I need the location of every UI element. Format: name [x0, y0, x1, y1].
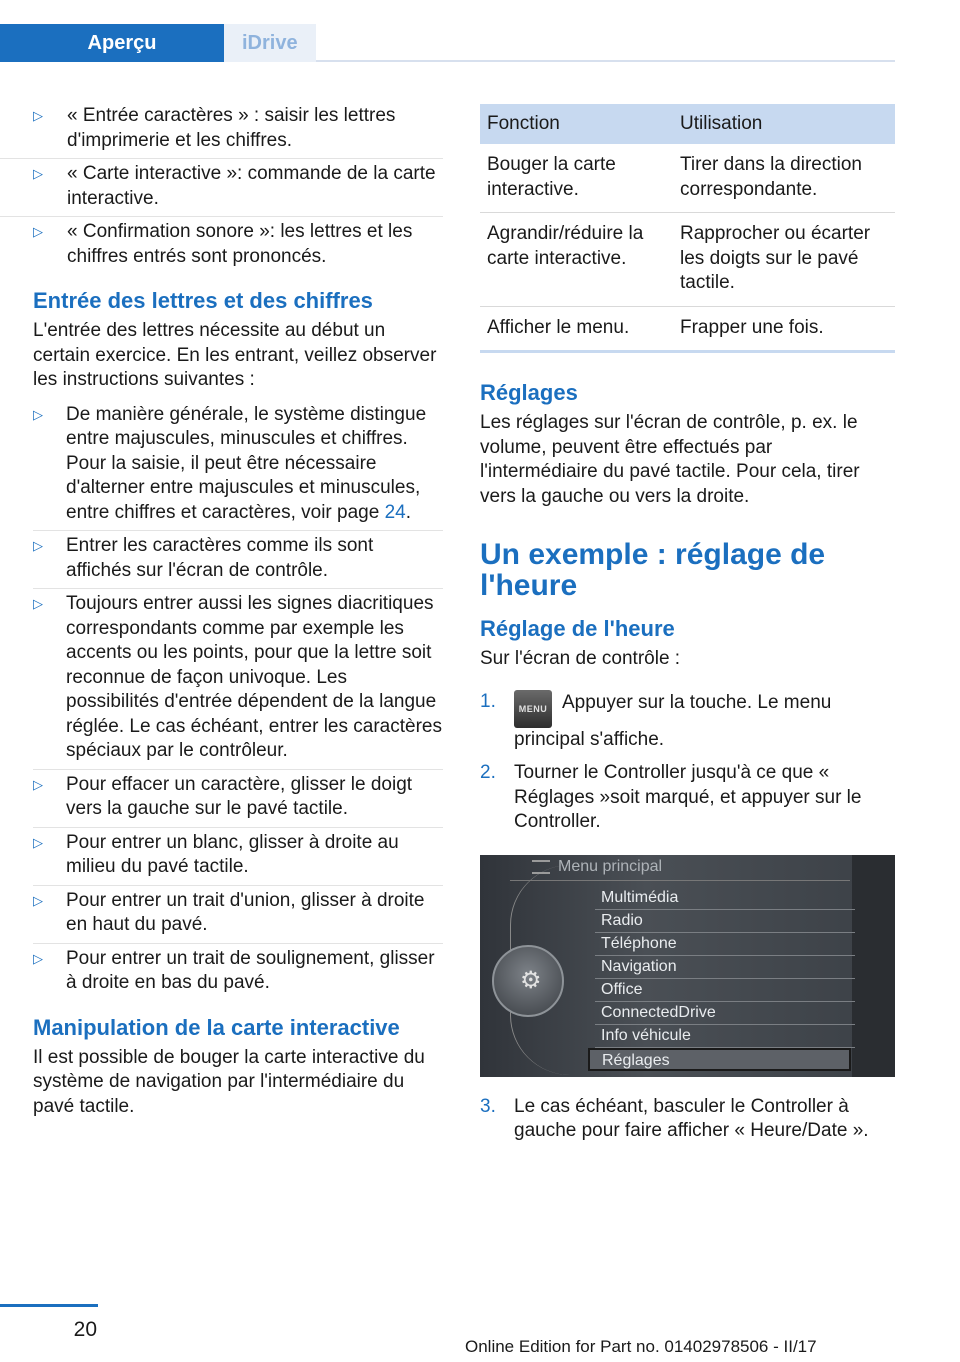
options-list [0, 104, 443, 269]
menu-item: ConnectedDrive [595, 1002, 855, 1025]
section-title-reglages: Réglages [480, 380, 578, 405]
table-cell: Tirer dans la direction correspondante. [673, 144, 895, 213]
menu-button-icon: MENU [514, 690, 552, 728]
list-item: ▷ Pour entrer un trait de soulignement, glisser à droite en bas du pavé. [33, 947, 435, 993]
step-item: 3. Le cas échéant, basculer le Controller à gauche pour faire afficher « Heure/Date ». [480, 1095, 869, 1141]
tab-apercu[interactable]: Aperçu [0, 24, 224, 62]
triangle-bullet-icon: ▷ [33, 834, 43, 850]
table-cell: Rapprocher ou écarter les doigts sur le pavé tactile. [673, 213, 895, 307]
header-tabbar [0, 0, 895, 62]
list-item: ▷ De manière générale, le système distingue entre majuscules, minuscules et chiffres. Pour la saisie, il peut être nécessaire d'alterner entre majuscules et minuscules, entre chiffres et caractères, voir page 24. [33, 403, 443, 526]
list-item: ▷ Pour entrer un trait d'union, glisser à droite en haut du pavé. [33, 889, 443, 938]
steps-list [480, 690, 895, 835]
triangle-bullet-icon: ▷ [33, 596, 43, 611]
tab-idrive[interactable]: iDrive [224, 24, 316, 62]
instructions-list [33, 403, 443, 996]
menu-item: Navigation [595, 956, 855, 979]
page-number: 20 [73, 1318, 97, 1341]
table-row [480, 213, 895, 307]
triangle-bullet-icon: ▷ [33, 108, 43, 123]
section-intro: L'entrée des lettres nécessite au début un certain exercice. En les entrant, veillez observer les instructions suivantes : [33, 320, 437, 390]
menu-item: Multimédia [595, 887, 855, 910]
triangle-bullet-icon: ▷ [33, 950, 43, 966]
edition-text: Online Edition for Part no. 01402978506 - II/17 [465, 1337, 817, 1356]
list-item: ▷ Entrer les caractères comme ils sont affichés sur l'écran de contrôle. [33, 534, 443, 583]
section-title-heure: Réglage de l'heure [480, 616, 675, 641]
footer-rule [0, 1304, 98, 1307]
triangle-bullet-icon: ▷ [33, 406, 43, 422]
step-item: 1. MENU Appuyer sur la touche. Le menu principal s'affiche. [480, 690, 832, 750]
control-display-image [480, 855, 895, 1077]
menu-item-selected: Réglages [588, 1048, 851, 1071]
table-row [480, 144, 895, 213]
right-column [480, 104, 895, 1153]
table-cell: Agrandir/réduire la carte interactive. [480, 213, 673, 307]
gear-icon: ⚙ [520, 966, 542, 994]
list-item: ▷ « Carte interactive »: commande de la carte interactive. [0, 162, 443, 211]
section-title-exemple: Un exemple : réglage de l'heure [480, 538, 826, 602]
list-item: ▷ Pour entrer un blanc, glisser à droite au milieu du pavé tactile. [33, 831, 443, 880]
table-cell: Afficher le menu. [480, 306, 673, 352]
section-title-entree: Entrée des lettres et des chiffres [33, 288, 373, 313]
table-row [480, 306, 895, 352]
menu-item: Téléphone [595, 933, 855, 956]
menu-item: Info véhicule [595, 1025, 855, 1048]
triangle-bullet-icon: ▷ [33, 892, 43, 908]
table-cell: Frapper une fois. [673, 306, 895, 352]
list-item: ▷ Pour effacer un caractère, glisser le doigt vers la gauche sur le pavé tactile. [33, 773, 443, 822]
section-title-carte: Manipulation de la carte interactive [33, 1014, 400, 1040]
section-text-carte: Il est possible de bouger la carte interactive du système de navigation par l'intermédiaire du pavé tactile. [33, 1046, 425, 1117]
left-column [33, 104, 443, 1129]
table-header-row [480, 104, 895, 144]
menu-title: Menu principal [558, 857, 663, 875]
triangle-bullet-icon: ▷ [33, 166, 43, 181]
list-item: ▷ Toujours entrer aussi les signes diacritiques correspondants comme par exemple les accents ou les points, pour que la lettre soit reconnue de façon univoque. Les possibilités d'entrée dépendent de la langue réglée. Le cas échéant, entrer les caractères spéciaux par le contrôleur. [33, 592, 443, 764]
section-intro-heure: Sur l'écran de contrôle : [480, 648, 681, 669]
table-header-fonction: Fonction [480, 104, 673, 144]
triangle-bullet-icon: ▷ [33, 776, 43, 792]
menu-list-icon [532, 860, 550, 874]
step-item: 2. Tourner le Controller jusqu'à ce que « Réglages »soit marqué, et appuyer sur le Controller. [480, 762, 862, 832]
page-link[interactable]: 24 [384, 501, 406, 523]
steps-list-continued [480, 1095, 895, 1144]
section-text-reglages: Les réglages sur l'écran de contrôle, p. ex. le volume, peuvent être effectués par l'intermédiaire du pavé tactile. Pour cela, tirer vers la gauche ou vers la droite. [480, 412, 860, 507]
menu-item: Office [595, 979, 855, 1002]
list-item: ▷ « Entrée caractères » : saisir les lettres d'imprimerie et les chiffres. [0, 104, 443, 153]
table-cell: Bouger la carte interactive. [480, 144, 673, 213]
triangle-bullet-icon: ▷ [33, 224, 43, 239]
list-item: ▷ « Confirmation sonore »: les lettres et les chiffres entrés sont prononcés. [33, 221, 413, 267]
function-table [480, 104, 895, 353]
table-header-utilisation: Utilisation [673, 104, 895, 144]
triangle-bullet-icon: ▷ [33, 538, 43, 553]
menu-item: Radio [595, 910, 855, 933]
